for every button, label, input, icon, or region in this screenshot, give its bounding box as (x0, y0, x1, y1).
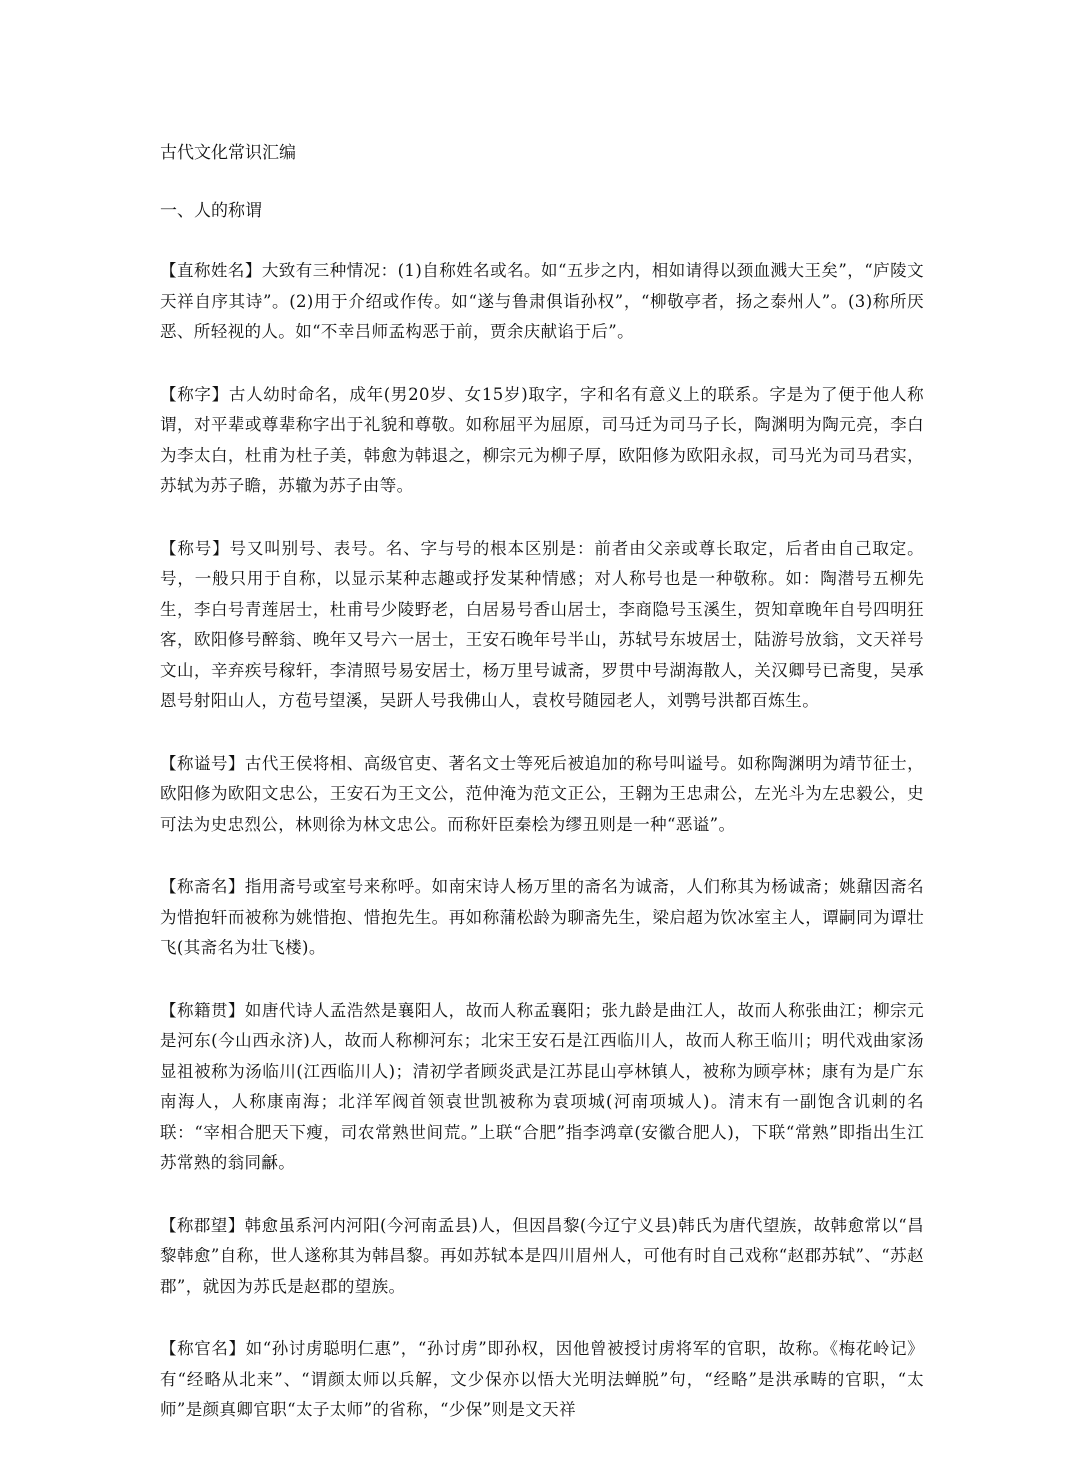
paragraph-text: 大致有三种情况：(1)自称姓名或名。如“五步之内，相如请得以颈血溅大王矣”，“庐陵文天祥自序其诗”。(2)用于介绍或作传。如“遂与鲁肃俱诣孙权”，“柳敬亭者，扬之泰州人”。(3)称所厌恶、所轻视的人。如“不幸吕师孟构恶于前，贾余庆献谄于后”。 (160, 261, 925, 341)
paragraph-term: 【称谥号】 (160, 753, 245, 773)
paragraph-text: 韩愈虽系河内河阳(今河南孟县)人，但因昌黎(今辽宁义县)韩氏为唐代望族，故韩愈常以“昌黎韩愈”自称，世人遂称其为韩昌黎。再如苏轼本是四川眉州人，可他有时自己戏称“赵郡苏轼”、“苏赵郡”，就因为苏氏是赵郡的望族。 (160, 1215, 925, 1296)
document-title: 古代文化常识汇编 (160, 143, 296, 163)
paragraph-text: 号又叫别号、表号。名、字与号的根本区别是：前者由父亲或尊长取定，后者由自己取定。号，一般只用于自称，以显示某种志趣或抒发某种情感；对人称号也是一种敬称。如：陶潜号五柳先生，李白号青莲居士，杜甫号少陵野老，白居易号香山居士，李商隐号玉溪生，贺知章晚年自号四明狂客，欧阳修号醉翁、晚年又号六一居士，王安石晚年号半山，苏轼号东坡居士，陆游号放翁，文天祥号文山，辛弃疾号稼轩，李清照号易安居士，杨万里号诚斋，罗贯中号湖海散人，关汉卿号已斋叟，吴承恩号射阳山人，方苞号望溪，吴趼人号我佛山人，袁枚号随园老人，刘鹗号洪都百炼生。 (160, 538, 924, 710)
document-page (160, 138, 924, 1458)
paragraph-courtesy-name (160, 380, 924, 502)
paragraph-term: 【称号】 (160, 538, 230, 558)
paragraph-term: 【称斋名】 (160, 877, 245, 896)
paragraph-clan-origin (160, 1211, 924, 1303)
paragraph-term: 【称字】 (160, 384, 229, 404)
paragraph-text: 古代王侯将相、高级官吏、著名文士等死后被追加的称号叫谥号。如称陶渊明为靖节征士，欧阳修为欧阳文忠公，王安石为王文公，范仲淹为范文正公，王翱为王忠肃公，左光斗为左忠毅公，史可法为史忠烈公，林则徐为林文忠公。而称奸臣秦桧为缪丑则是一种“恶谥”。 (160, 753, 925, 834)
paragraph-posthumous-name (160, 749, 924, 841)
paragraph-text: 如“孙讨虏聪明仁惠”，“孙讨虏”即孙权，因他曾被授讨虏将军的官职，故称。《梅花岭记》有“经略从北来”、“谓颜太师以兵解，文少保亦以悟大光明法蝉脱”句，“经略”是洪承畴的官职，“太师”是颜真卿官职“太子太师”的省称，“少保”则是文天祥 (160, 1339, 924, 1419)
paragraph-text: 古人幼时命名，成年(男20岁、女15岁)取字，字和名有意义上的联系。字是为了便于他人称谓，对平辈或尊辈称字出于礼貌和尊敬。如称屈平为屈原，司马迁为司马子长，陶渊明为陶元亮，李白为李太白，杜甫为杜子美，韩愈为韩退之，柳宗元为柳子厚，欧阳修为欧阳永叔，司马光为司马君实，苏轼为苏子瞻，苏辙为苏子由等。 (160, 384, 924, 495)
paragraph-art-name (160, 534, 924, 717)
paragraph-text: 如唐代诗人孟浩然是襄阳人，故而人称孟襄阳；张九龄是曲江人，故而人称张曲江；柳宗元是河东(今山西永济)人，故而人称柳河东；北宋王安石是江西临川人，故而人称王临川；明代戏曲家汤显祖被称为汤临川(江西临川人)；清初学者顾炎武是江苏昆山亭林镇人，被称为顾亭林；康有为是广东南海人，人称康南海；北洋军阀首领袁世凯被称为袁项城(河南项城人)。清末有一副饱含讥刺的名联：“宰相合肥天下瘦，司农常熟世间荒。”上联“合肥”指李鸿章(安徽合肥人)，下联“常熟”即指出生江苏常熟的翁同龢。 (160, 1000, 925, 1172)
paragraph-native-place (160, 996, 924, 1179)
paragraph-term: 【称籍贯】 (160, 1000, 245, 1020)
paragraph-official-title (160, 1334, 924, 1426)
paragraph-term: 【称郡望】 (160, 1215, 245, 1235)
section-heading: 一、人的称谓 (160, 201, 262, 221)
paragraph-studio-name (160, 872, 924, 964)
paragraph-term: 【直称姓名】 (160, 261, 262, 280)
paragraph-term: 【称官名】 (160, 1339, 246, 1358)
paragraph-text: 指用斋号或室号来称呼。如南宋诗人杨万里的斋名为诚斋，人们称其为杨诚斋；姚鼐因斋名为惜抱轩而被称为姚惜抱、惜抱先生。再如称蒲松龄为聊斋先生，梁启超为饮冰室主人，谭嗣同为谭壮飞(其斋名为壮飞楼)。 (160, 877, 925, 957)
paragraph-direct-name (160, 256, 924, 348)
